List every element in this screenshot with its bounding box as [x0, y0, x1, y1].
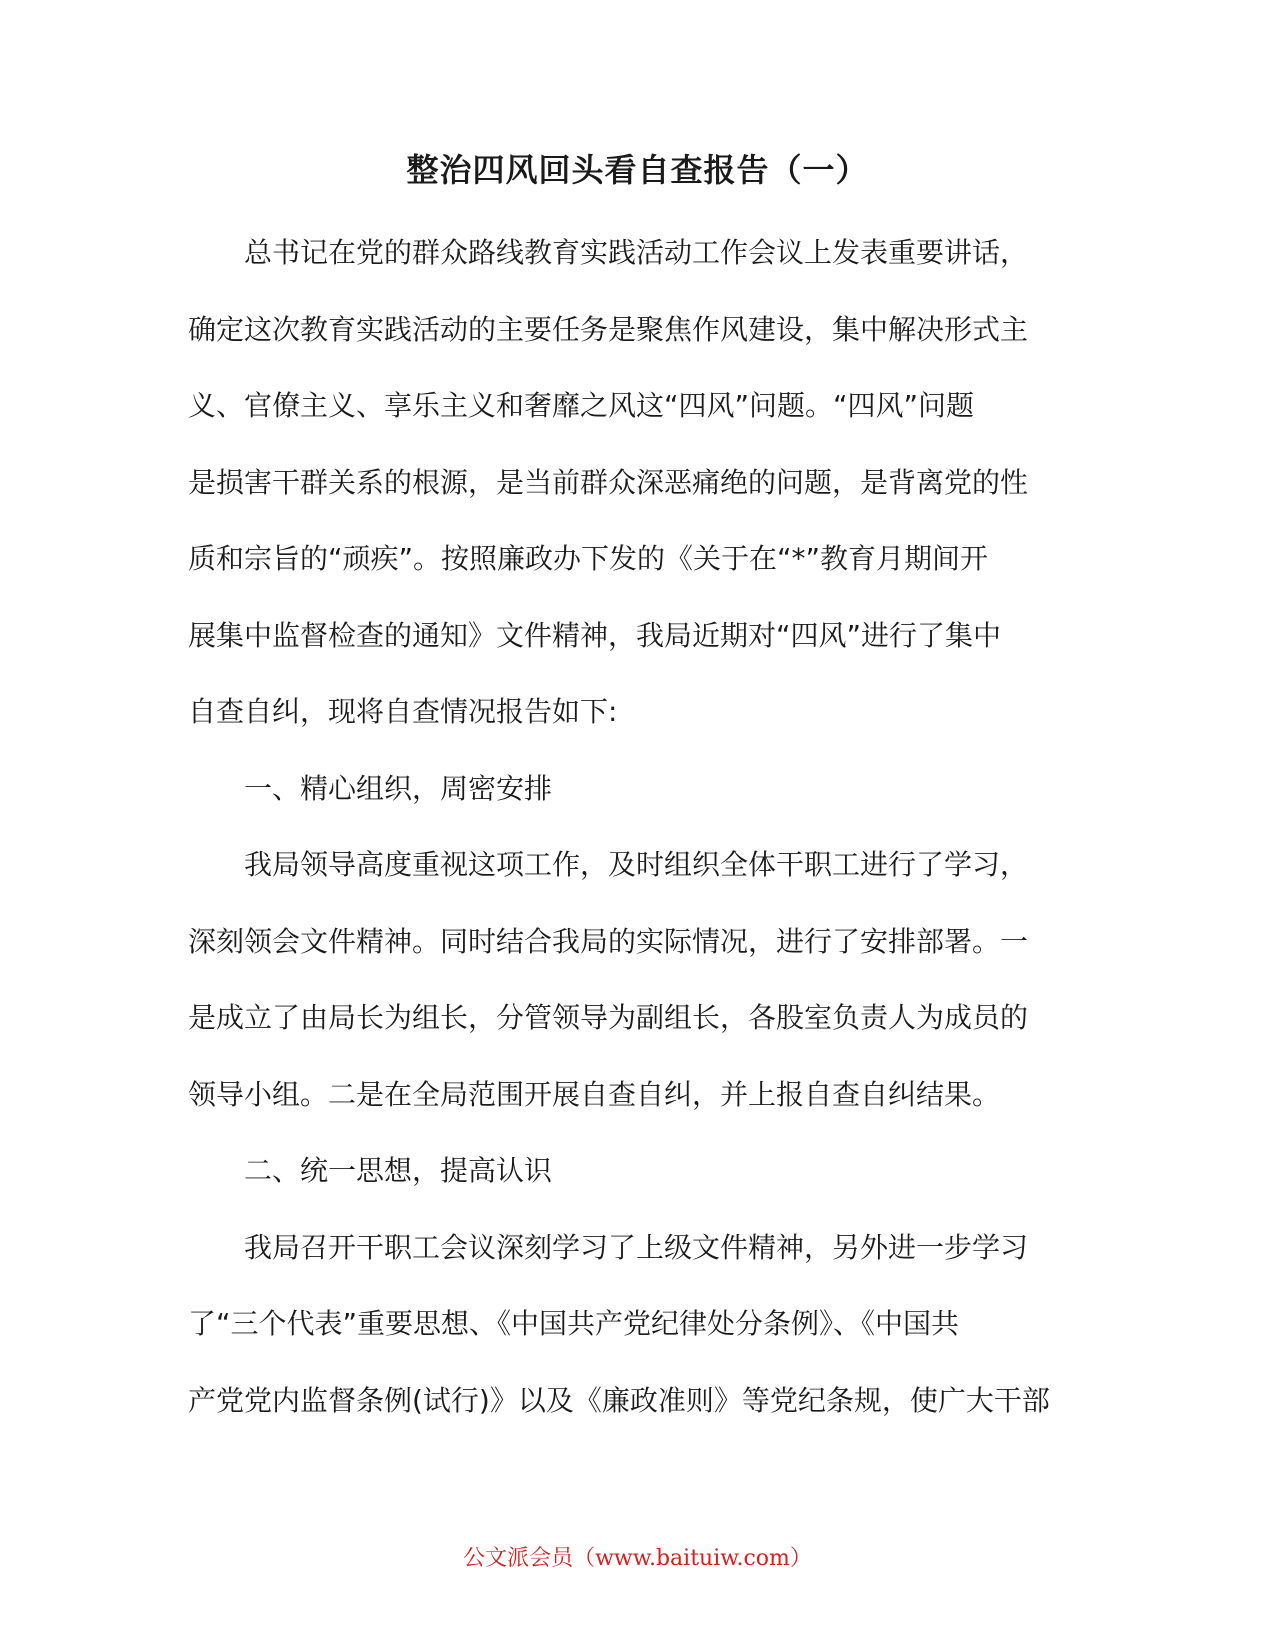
body-line: 确定这次教育实践活动的主要任务是聚焦作风建设，集中解决形式主: [188, 312, 1029, 346]
body-line: 我局召开干职工会议深刻学习了上级文件精神，另外进一步学习: [244, 1230, 1029, 1264]
body-line: 自查自纠，现将自查情况报告如下:: [188, 695, 618, 728]
footer-watermark: 公文派会员（www.baituiw.com）: [463, 1546, 812, 1571]
body-line: 总书记在党的群众路线教育实践活动工作会议上发表重要讲话，: [244, 236, 1029, 269]
body-line: 义、官僚主义、享乐主义和奢靡之风这“四风”问题。“四风”问题: [188, 389, 975, 422]
body-line: 展集中监督检查的通知》文件精神，我局近期对“四风”进行了集中: [188, 618, 1002, 652]
body-line: 深刻领会文件精神。同时结合我局的实际情况，进行了安排部署。一: [188, 924, 1029, 958]
document-body: [188, 233, 1088, 1457]
body-line: 是损害干群关系的根源，是当前群众深恶痛绝的问题，是背离党的性: [188, 465, 1029, 499]
document-title: 整治四风回头看自查报告（一）: [406, 151, 869, 189]
body-line: 了“三个代表”重要思想、《中国共产党纪律处分条例》、《中国共: [188, 1307, 960, 1340]
section-heading: 二、统一思想，提高认识: [244, 1154, 553, 1187]
body-line: 质和宗旨的“顽疾”。按照廉政办下发的《关于在“*”教育月期间开: [188, 542, 989, 575]
body-line: 是成立了由局长为组长，分管领导为副组长，各股室负责人为成员的: [188, 1001, 1029, 1034]
body-line: 我局领导高度重视这项工作，及时组织全体干职工进行了学习，: [244, 848, 1029, 881]
section-heading: 一、精心组织，周密安排: [244, 771, 553, 805]
body-line: 领导小组。二是在全局范围开展自查自纠，并上报自查自纠结果。: [188, 1077, 1001, 1111]
body-line: 产党党内监督条例(试行)》以及《廉政准则》等党纪条规，使广大干部: [188, 1383, 1050, 1417]
